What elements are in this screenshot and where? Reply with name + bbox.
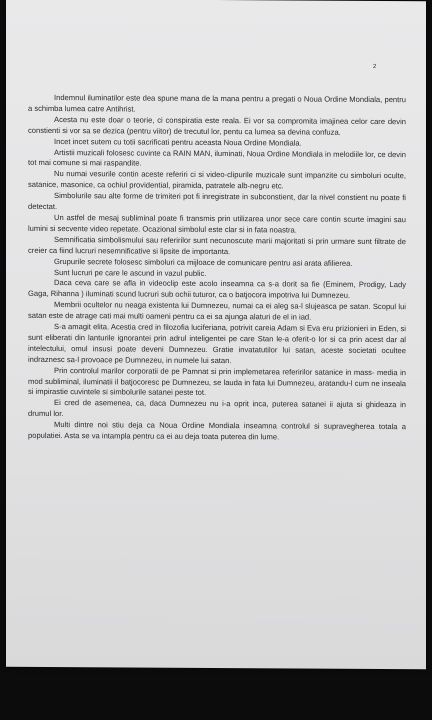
paragraph: Indemnul iluminatilor este dea spune mana de la mana pentru a pregati o Noua Ordine Mondiala, pentru a schimba lumea catre Antihrist. (28, 93, 406, 114)
paragraph: Grupurile secrete folosesc simboluri ca mijloace de comunicare pentru asi arata afilierea. (54, 256, 353, 268)
paragraph: Un astfel de mesaj subliminal poate fi transmis prin utilizarea unor sece care contin scurte imagini sau lumini si secvente video repetate. Ocazional simbolul este clar si in fata noastra. (28, 212, 406, 235)
paragraph: Simbolurile sau alte forme de trimiteri pot fi inregistrate in subconstient, dar la nivel constient nu poate fi detectat. (28, 191, 406, 212)
paragraph: Ei cred de asemenea, ca, daca Dumnezeu nu i-a oprit inca, puterea satanei ii ajuta si ghideaza in drumul lor. (28, 398, 406, 419)
paragraph: Membrii ocultelor nu neaga existenta lui Dumnezeu, numai ca ei aleg sa-l slujeasca pe satan. Scopul lui satan este de atrage cati mai multi oameni pentru ca ei sa ajunga alaturi de el in iad. (28, 300, 406, 322)
paragraph: Daca ceva care se afla in videoclip este acolo inseamna ca s-a dorit sa fie (Eminem, Prodigy, Lady Gaga, Rihanna ) iluminati scund lucruri sub ochii tuturor, ca o batjocora impotriva lui Dumnezeu. (28, 278, 406, 301)
paragraph: S-a amagit elita. Acestia cred in filozofia luciferiana, potrivit careia Adam si Eva eru prizionieri in Eden, si sunt eliberati din lanturile ignorantei prin adrul inteligentei pe care Stan le-a oferit-o lor si ca prin acest dar al intelectului, omul insusi poate deveni Dumnezeu. Gratie invatatutilor lui satan, aceste societati ocultee indraznesc sa-l provoace pe Dumnezeu, in numele lui satan. (28, 322, 406, 365)
paragraph: Multi dintre noi stiu deja ca Noua Ordine Mondiala inseamna controlul si supravegherea totala a populatiei. Asta se va intampla pentru ca ei au deja toata puterea din lume. (28, 420, 406, 442)
paper-sheet (6, 0, 426, 669)
page-number: 2 (373, 63, 377, 70)
paragraph: Incet incet sutem cu totii sacrificati pentru aceasta Noua Ordine Mondiala. (54, 136, 302, 148)
paragraph: Artistii muzicali folosesc cuvinte ca RAIN MAN, iluminati, Noua Ordine Mondiala in melodiile lor, ce devin tot mai comune si mai raspandite. (28, 147, 406, 168)
paragraph: Prin controlul marilor corporatii de pe Pamnat si prin implemetarea referirilor satanice in mass- media in mod subliminal, iluminatii il batjocoresc pe Dumnezeu, se lauda in fata lui Dumnezeu, aratandu-l cum ne inseala si impirastie cuvintele si simbolurile satanei peste tot. (28, 365, 406, 398)
document-body (28, 93, 406, 444)
paragraph: Semnificatia simbolismului sau referirilor sunt necunoscute marii majoritati si prin urmare sunt filtrate de creier ca fiind lucruri nesemnificative si lipsite de importanta. (28, 234, 406, 256)
paragraph: Nu numai vesurile contin aceste referiri ci si video-clipurile muzicale sunt impanzite cu simboluri oculte, satanice, masonice, ca ochiul providential, piramida, patratele alb-negru etc. (28, 169, 406, 191)
paragraph: Sunt lucruri pe care le ascund in vazul public. (54, 267, 207, 278)
paragraph: Acesta nu este doar o teorie, ci conspiratia este reala. Ei vor sa compromita imajinea celor care devin constienti si vor sa se dezica (pentru viitor) de trecutul lor, pentu ca lumea sa devina confuza. (28, 114, 406, 137)
